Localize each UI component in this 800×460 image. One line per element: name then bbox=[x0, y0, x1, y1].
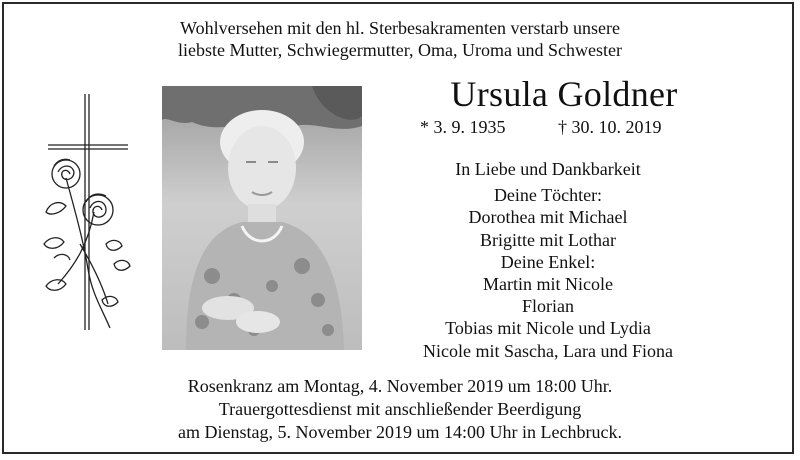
rosary-info: Rosenkranz am Montag, 4. November 2019 um 18:00 Uhr. bbox=[187, 376, 613, 396]
funeral-date-info: am Dienstag, 5. November 2019 um 14:00 Uhr in Lechbruck. bbox=[178, 422, 622, 442]
intro-line-1: Wohlversehen mit den hl. Sterbesakramenten verstarb unsere bbox=[180, 18, 620, 38]
birth-date: * 3. 9. 1935 bbox=[420, 117, 506, 137]
mourner-line: Martin mit Nicole bbox=[483, 274, 613, 295]
intro-line-2: liebste Mutter, Schwiegermutter, Oma, Uroma und Schwester bbox=[178, 40, 622, 60]
mourner-line: Deine Enkel: bbox=[500, 251, 596, 272]
mourner-line: Deine Töchter: bbox=[493, 185, 603, 206]
cross-with-roses-icon bbox=[36, 94, 140, 334]
mourner-line: Nicole mit Sascha, Lara und Fiona bbox=[423, 340, 673, 361]
deceased-name: Ursula Goldner bbox=[450, 74, 678, 114]
mourner-line: Dorothea mit Michael bbox=[468, 207, 628, 228]
mourner-line: Florian bbox=[522, 296, 574, 317]
mourner-line: Brigitte mit Lothar bbox=[480, 229, 616, 250]
death-date: † 30. 10. 2019 bbox=[558, 117, 662, 137]
greeting-line: In Liebe und Dankbarkeit bbox=[455, 159, 641, 179]
portrait-photo bbox=[162, 86, 362, 350]
funeral-service-info: Trauergottesdienst mit anschließender Beerdigung bbox=[218, 399, 582, 419]
mourners-list bbox=[392, 158, 704, 362]
mourner-line: Tobias mit Nicole und Lydia bbox=[445, 318, 651, 339]
